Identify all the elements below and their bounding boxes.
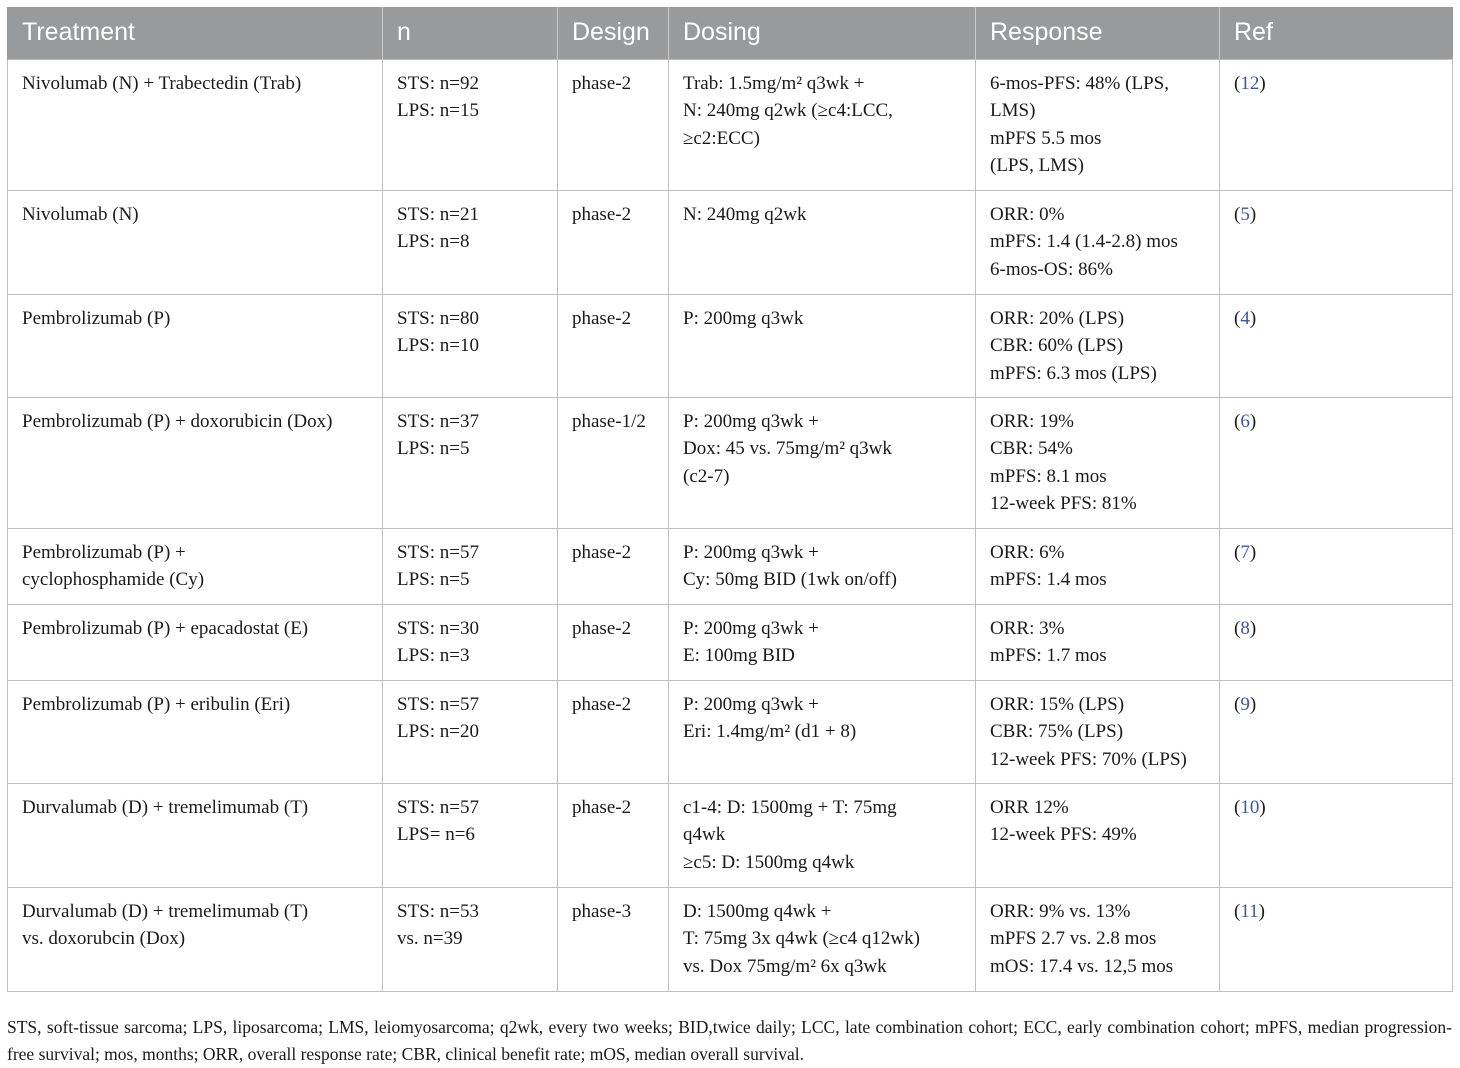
cell-line: LPS= n=6 xyxy=(397,824,475,846)
cell-line: mOS: 17.4 vs. 12,5 mos xyxy=(990,955,1174,977)
table-container xyxy=(7,7,1452,992)
cell-line: phase-2 xyxy=(572,541,632,563)
table-header-row xyxy=(8,7,1453,59)
header-design: Design xyxy=(558,7,669,59)
cell-line: ORR: 20% (LPS) xyxy=(990,307,1125,329)
cell-n xyxy=(383,294,558,397)
ref-link[interactable]: 12 xyxy=(1240,72,1260,94)
ref-link[interactable]: 6 xyxy=(1240,410,1250,432)
ref-link[interactable]: 10 xyxy=(1240,796,1260,818)
header-n: n xyxy=(383,7,558,59)
cell-design xyxy=(558,887,669,991)
cell-line: phase-3 xyxy=(572,900,632,922)
cell-design xyxy=(558,528,669,604)
cell-response xyxy=(976,604,1220,680)
cell-design xyxy=(558,783,669,887)
table-row xyxy=(8,887,1453,991)
cell-line: mPFS 5.5 mos xyxy=(990,127,1102,149)
cell-line: phase-2 xyxy=(572,203,632,225)
cell-n xyxy=(383,680,558,783)
cell-line: STS: n=57 xyxy=(397,693,479,715)
cell-line: phase-2 xyxy=(572,72,632,94)
cell-line: P: 200mg q3wk + xyxy=(683,410,819,432)
cell-ref: (8) xyxy=(1220,604,1453,680)
cell-line: STS: n=80 xyxy=(397,307,479,329)
ref-link[interactable]: 8 xyxy=(1240,617,1250,639)
cell-treatment xyxy=(8,59,383,190)
cell-dosing xyxy=(669,680,976,783)
header-treatment: Treatment xyxy=(8,7,383,59)
ref-link[interactable]: 5 xyxy=(1240,203,1250,225)
cell-line: CBR: 75% (LPS) xyxy=(990,721,1124,743)
cell-line: mPFS: 1.4 (1.4-2.8) mos xyxy=(990,231,1178,253)
cell-response xyxy=(976,397,1220,528)
cell-ref: (6) xyxy=(1220,397,1453,528)
cell-design xyxy=(558,190,669,294)
cell-line: P: 200mg q3wk + xyxy=(683,617,819,639)
cell-line: (c2-7) xyxy=(683,465,730,487)
cell-line: phase-2 xyxy=(572,617,632,639)
cell-response xyxy=(976,680,1220,783)
cell-n xyxy=(383,59,558,190)
table-row xyxy=(8,783,1453,887)
cell-dosing xyxy=(669,604,976,680)
cell-line: ORR: 3% xyxy=(990,617,1065,639)
cell-line: Cy: 50mg BID (1wk on/off) xyxy=(683,569,897,591)
cell-treatment xyxy=(8,397,383,528)
cell-line: phase-1/2 xyxy=(572,410,646,432)
cell-line: mPFS: 1.4 mos xyxy=(990,569,1107,591)
table-row xyxy=(8,190,1453,294)
cell-line: Pembrolizumab (P) + epacadostat (E) xyxy=(22,617,309,639)
cell-treatment xyxy=(8,680,383,783)
cell-line: 6-mos-OS: 86% xyxy=(990,258,1113,280)
cell-dosing xyxy=(669,528,976,604)
cell-line: E: 100mg BID xyxy=(683,645,795,667)
cell-line: LPS: n=10 xyxy=(397,335,479,357)
cell-treatment xyxy=(8,604,383,680)
cell-response xyxy=(976,528,1220,604)
cell-line: q4wk xyxy=(683,824,726,846)
cell-ref: (4) xyxy=(1220,294,1453,397)
ref-link[interactable]: 4 xyxy=(1240,307,1250,329)
cell-line: mPFS: 8.1 mos xyxy=(990,465,1107,487)
cell-ref: (9) xyxy=(1220,680,1453,783)
ref-link[interactable]: 11 xyxy=(1240,900,1259,922)
cell-line: STS: n=92 xyxy=(397,72,479,94)
cell-line: P: 200mg q3wk + xyxy=(683,541,819,563)
cell-line: vs. n=39 xyxy=(397,928,463,950)
cell-line: Durvalumab (D) + tremelimumab (T) xyxy=(22,796,309,818)
cell-n xyxy=(383,604,558,680)
cell-line: 12-week PFS: 81% xyxy=(990,493,1137,515)
cell-line: 12-week PFS: 70% (LPS) xyxy=(990,748,1187,770)
cell-response xyxy=(976,190,1220,294)
cell-line: LPS: n=8 xyxy=(397,231,470,253)
cell-line: 6-mos-PFS: 48% (LPS, xyxy=(990,72,1169,94)
cell-n xyxy=(383,783,558,887)
cell-line: ≥c2:ECC) xyxy=(683,127,760,149)
cell-ref: (7) xyxy=(1220,528,1453,604)
cell-treatment xyxy=(8,528,383,604)
cell-line: Nivolumab (N) xyxy=(22,203,139,225)
cell-line: T: 75mg 3x q4wk (≥c4 q12wk) xyxy=(683,928,920,950)
header-response: Response xyxy=(976,7,1220,59)
cell-line: STS: n=21 xyxy=(397,203,479,225)
cell-dosing xyxy=(669,783,976,887)
cell-ref: (10) xyxy=(1220,783,1453,887)
cell-response xyxy=(976,887,1220,991)
cell-line: c1-4: D: 1500mg + T: 75mg xyxy=(683,796,897,818)
table-row xyxy=(8,397,1453,528)
table-row xyxy=(8,528,1453,604)
cell-line: (LPS, LMS) xyxy=(990,155,1084,177)
cell-line: Trab: 1.5mg/m² q3wk + xyxy=(683,72,865,94)
table-row xyxy=(8,680,1453,783)
cell-dosing xyxy=(669,887,976,991)
cell-line: N: 240mg q2wk (≥c4:LCC, xyxy=(683,100,893,122)
cell-line: ORR: 9% vs. 13% xyxy=(990,900,1131,922)
cell-line: Dox: 45 vs. 75mg/m² q3wk xyxy=(683,438,892,460)
cell-line: Durvalumab (D) + tremelimumab (T) xyxy=(22,900,309,922)
cell-line: LPS: n=3 xyxy=(397,645,470,667)
cell-ref: (5) xyxy=(1220,190,1453,294)
cell-treatment xyxy=(8,887,383,991)
cell-line: phase-2 xyxy=(572,307,632,329)
cell-line: ORR: 6% xyxy=(990,541,1065,563)
cell-line: STS: n=37 xyxy=(397,410,479,432)
cell-n xyxy=(383,887,558,991)
table-row xyxy=(8,59,1453,190)
cell-design xyxy=(558,59,669,190)
cell-line: STS: n=53 xyxy=(397,900,479,922)
cell-response xyxy=(976,294,1220,397)
cell-n xyxy=(383,190,558,294)
cell-n xyxy=(383,397,558,528)
cell-dosing xyxy=(669,294,976,397)
cell-line: STS: n=57 xyxy=(397,541,479,563)
cell-line: ORR: 19% xyxy=(990,410,1074,432)
cell-line: phase-2 xyxy=(572,796,632,818)
cell-line: mPFS 2.7 vs. 2.8 mos xyxy=(990,928,1157,950)
cell-line: LPS: n=5 xyxy=(397,438,470,460)
cell-line: mPFS: 6.3 mos (LPS) xyxy=(990,362,1157,384)
cell-line: ORR: 15% (LPS) xyxy=(990,693,1125,715)
header-ref: Ref xyxy=(1220,7,1453,59)
cell-dosing xyxy=(669,397,976,528)
cell-line: P: 200mg q3wk xyxy=(683,307,804,329)
cell-design xyxy=(558,294,669,397)
table-footnote: STS, soft-tissue sarcoma; LPS, liposarcoma; LMS, leiomyosarcoma; q2wk, every two weeks; BID,twice daily; LCC, late combination cohort; ECC, early combination cohort; mPFS, median progression-free survival; mos, months; ORR, overall response rate; CBR, clinical benefit rate; mOS, median overall survival. xyxy=(7,1016,1452,1064)
cell-treatment xyxy=(8,190,383,294)
cell-treatment xyxy=(8,294,383,397)
cell-response xyxy=(976,59,1220,190)
cell-ref: (11) xyxy=(1220,887,1453,991)
cell-response xyxy=(976,783,1220,887)
cell-design xyxy=(558,397,669,528)
cell-line: Pembrolizumab (P) xyxy=(22,307,171,329)
cell-line: Nivolumab (N) + Trabectedin (Trab) xyxy=(22,72,302,94)
cell-line: mPFS: 1.7 mos xyxy=(990,645,1107,667)
cell-n xyxy=(383,528,558,604)
cell-line: CBR: 60% (LPS) xyxy=(990,335,1124,357)
table-row xyxy=(8,294,1453,397)
ref-link[interactable]: 7 xyxy=(1240,541,1250,563)
cell-line: STS: n=30 xyxy=(397,617,479,639)
ref-link[interactable]: 9 xyxy=(1240,693,1250,715)
cell-line: STS: n=57 xyxy=(397,796,479,818)
cell-dosing xyxy=(669,190,976,294)
cell-line: Pembrolizumab (P) + xyxy=(22,541,186,563)
cell-dosing xyxy=(669,59,976,190)
cell-line: CBR: 54% xyxy=(990,438,1073,460)
trials-table xyxy=(7,7,1453,992)
header-dosing: Dosing xyxy=(669,7,976,59)
cell-treatment xyxy=(8,783,383,887)
cell-line: Pembrolizumab (P) + doxorubicin (Dox) xyxy=(22,410,333,432)
cell-line: vs. Dox 75mg/m² 6x q3wk xyxy=(683,955,887,977)
table-body xyxy=(8,59,1453,991)
cell-line: D: 1500mg q4wk + xyxy=(683,900,832,922)
cell-line: P: 200mg q3wk + xyxy=(683,693,819,715)
cell-line: LPS: n=5 xyxy=(397,569,470,591)
cell-line: ≥c5: D: 1500mg q4wk xyxy=(683,851,855,873)
cell-ref: (12) xyxy=(1220,59,1453,190)
cell-line: phase-2 xyxy=(572,693,632,715)
cell-line: LMS) xyxy=(990,100,1036,122)
cell-line: Pembrolizumab (P) + eribulin (Eri) xyxy=(22,693,291,715)
cell-line: cyclophosphamide (Cy) xyxy=(22,569,205,591)
cell-line: LPS: n=20 xyxy=(397,721,479,743)
cell-line: N: 240mg q2wk xyxy=(683,203,807,225)
cell-line: Eri: 1.4mg/m² (d1 + 8) xyxy=(683,721,857,743)
cell-line: 12-week PFS: 49% xyxy=(990,824,1137,846)
cell-line: ORR 12% xyxy=(990,796,1069,818)
cell-line: ORR: 0% xyxy=(990,203,1065,225)
cell-line: LPS: n=15 xyxy=(397,100,479,122)
cell-design xyxy=(558,604,669,680)
cell-line: vs. doxorubcin (Dox) xyxy=(22,928,186,950)
table-row xyxy=(8,604,1453,680)
cell-design xyxy=(558,680,669,783)
